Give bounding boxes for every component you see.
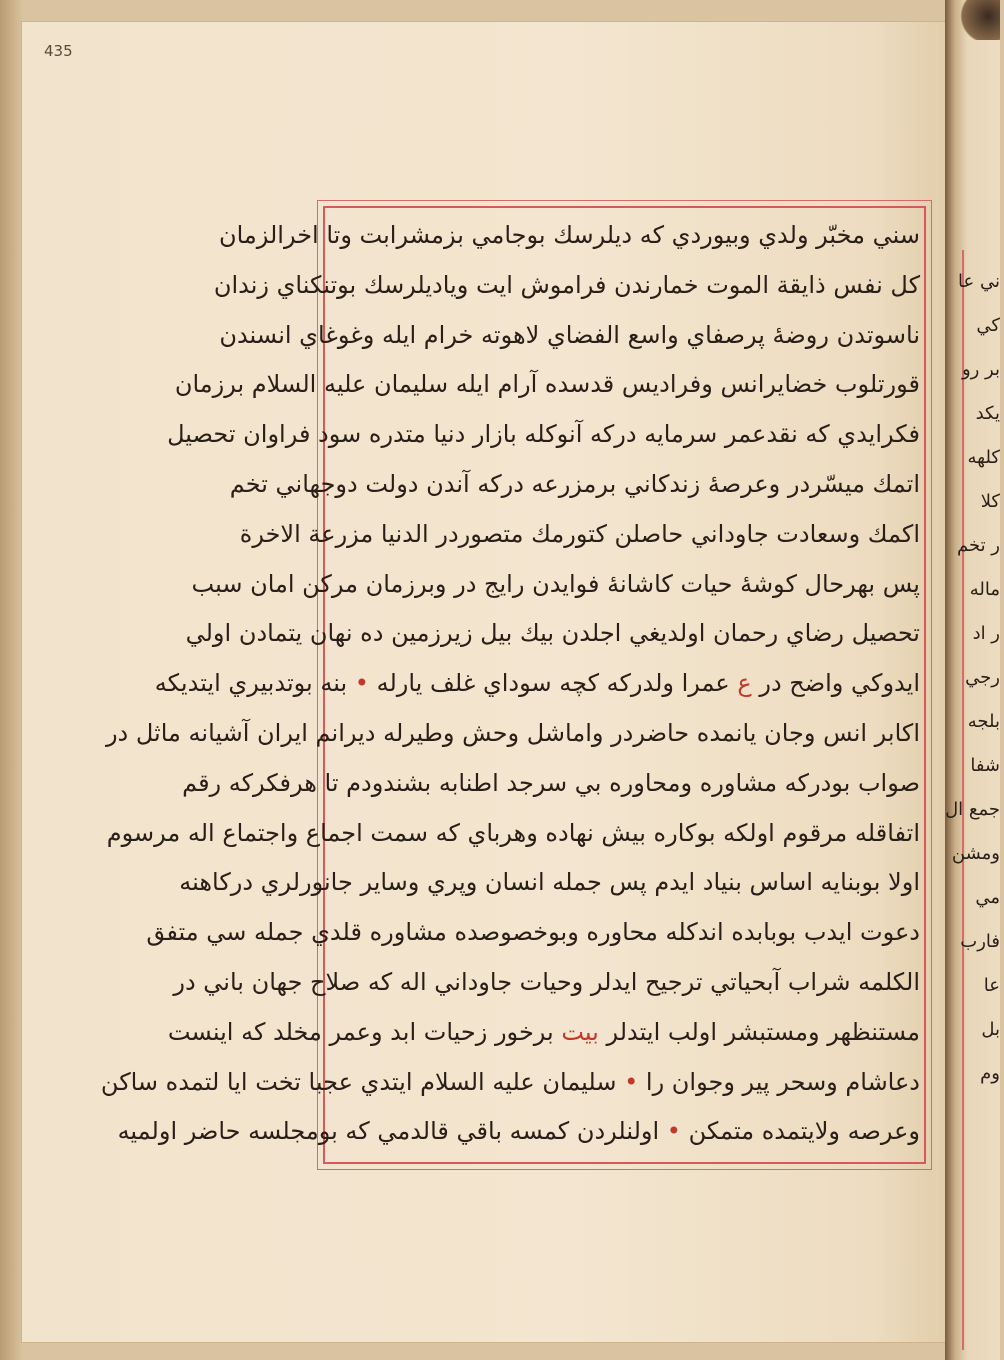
facing-line: ومشن — [951, 843, 1000, 864]
line-text: اتفاقله مرقوم اولكه بوكاره بيش نهاده وهرباي كه سمت اجماع واجتماع اله مرسوم — [106, 818, 920, 847]
text-line — [100, 1059, 920, 1105]
text-line — [239, 511, 920, 557]
line-text: دعوت ايدب بوبابده اندكله محاوره وبوخصوصده مشاوره قلدي جمله سي متفق — [146, 918, 920, 947]
facing-line: شفا — [970, 755, 1000, 776]
text-line — [229, 461, 920, 507]
text-block — [100, 212, 920, 1160]
text-line — [218, 212, 920, 258]
line-text: اتمك ميسّردر وعرصهٔ زندكاني برمزرعه دركه آندن دولت دوجهاني تخم — [229, 470, 920, 498]
facing-line: ماله — [969, 579, 1000, 600]
text-line — [185, 610, 920, 656]
text-line — [191, 561, 920, 607]
line-text: برخور زحيات ابد وعمر مخلد كه اينست — [167, 1017, 554, 1046]
text-line — [219, 312, 920, 358]
line-text: دعاشام وسحر پير وجوان را — [645, 1067, 920, 1096]
line-text: فكرايدي كه نقدعمر سرمايه دركه آنوكله بازار دنيا متدره سود فراوان تحصيل — [167, 420, 920, 449]
folio-number: 435 — [44, 42, 73, 60]
text-line — [105, 710, 920, 756]
facing-line: بر رو — [961, 359, 1000, 380]
text-line — [173, 959, 920, 1005]
text-line — [154, 660, 920, 706]
text-line — [174, 361, 920, 407]
rubric-mark: ع — [737, 669, 752, 698]
text-line — [182, 760, 920, 806]
facing-line: ر تخم — [956, 535, 1000, 556]
line-text: الكلمه شراب آبحياتي ترجيح ايدلر وحيات جاوداني اله كه صلاح جهان باني در — [173, 968, 920, 996]
line-text: اكمك وسعادت جاوداني حاصلن كتورمك متصوردر الدنيا مزرعة الاخرة — [239, 519, 920, 548]
text-line — [146, 909, 920, 955]
line-text: تحصيل رضاي رحمان اولديغي اجلدن بيك بيل زيرزمين ده نهان يتمادن اولي — [185, 619, 920, 648]
line-text: اولنلردن كمسه باقي قالدمي كه بومجلسه حاضر اولميه — [117, 1117, 660, 1146]
line-text: سني مخبّر ولدي وبيوردي كه ديلرسك بوجامي بزمشرابت وتا اخرالزمان — [218, 221, 920, 249]
facing-line: ر اد — [972, 623, 1000, 644]
line-text: اولا بوبنايه اساس بنياد ايدم پس جمله انسان وپري وساير جانورلري دركاهنه — [179, 868, 920, 897]
line-text: بنه بوتدبيري ايتديكه — [154, 669, 348, 698]
line-text: وعرصه ولايتمده متمكن — [688, 1117, 920, 1146]
line-text: اكابر انس وجان يانمده حاضردر واماشل وحش وطيرله ديرانم ايران آشيانه ماثل در — [105, 719, 920, 747]
text-line — [213, 262, 920, 308]
line-text: قورتلوب خضايرانس وفراديس قدسده آرام ايله سليمان عليه السلام برزمان — [174, 370, 920, 399]
text-line — [167, 411, 920, 457]
facing-line: كلا — [980, 491, 1000, 512]
text-line — [106, 810, 920, 856]
facing-line: فارب — [960, 931, 1000, 952]
facing-line: رجي — [965, 667, 1000, 688]
facing-line: جمع ال — [945, 799, 1000, 820]
facing-line: بل — [981, 1019, 1000, 1040]
line-text: مستنظهر ومستبشر اولب ايتدلر — [606, 1017, 920, 1046]
line-text: ناسوتدن روضهٔ پرصفاي واسع الفضاي لاهوته خرام ايله وغوغاي انسندن — [219, 320, 920, 349]
line-text: ايدوكي واضح در — [759, 669, 920, 698]
text-line — [179, 859, 920, 905]
rubric-mark: • — [666, 1117, 681, 1146]
facing-line: بلجه — [967, 711, 1000, 732]
facing-line: كلهه — [967, 447, 1000, 468]
facing-line: يكد — [975, 403, 1000, 424]
page-edge — [0, 0, 22, 1360]
facing-page-text — [945, 260, 1000, 1320]
line-text: كل نفس ذايقة الموت خمارندن فراموش ايت وياديلرسك بوتنكناي زندان — [213, 270, 920, 299]
facing-line: ني عا — [958, 271, 1000, 292]
rubric-mark: • — [354, 669, 369, 698]
text-line — [167, 1009, 920, 1055]
text-line — [117, 1108, 920, 1154]
facing-line: عا — [983, 975, 1000, 996]
facing-line: وم — [980, 1063, 1000, 1084]
line-text: عمرا ولدركه كچه سوداي غلف يارله — [376, 669, 730, 698]
line-text: سليمان عليه السلام ايتدي عجبا تخت ايا لتمده ساكن — [100, 1067, 617, 1096]
facing-line: كي — [976, 315, 1000, 336]
rubric-mark: بيت — [561, 1017, 599, 1046]
line-text: پس بهرحال كوشهٔ حيات كاشانهٔ فوايدن رايج در وبرزمان مركن امان سبب — [191, 569, 920, 598]
facing-line: مي — [975, 887, 1000, 908]
rubric-mark: • — [624, 1067, 639, 1096]
line-text: صواب بودركه مشاوره ومحاوره بي سرجد اطنابه بشندودم تا هرفكركه رقم — [182, 768, 920, 797]
binding-edge — [960, 0, 1000, 40]
